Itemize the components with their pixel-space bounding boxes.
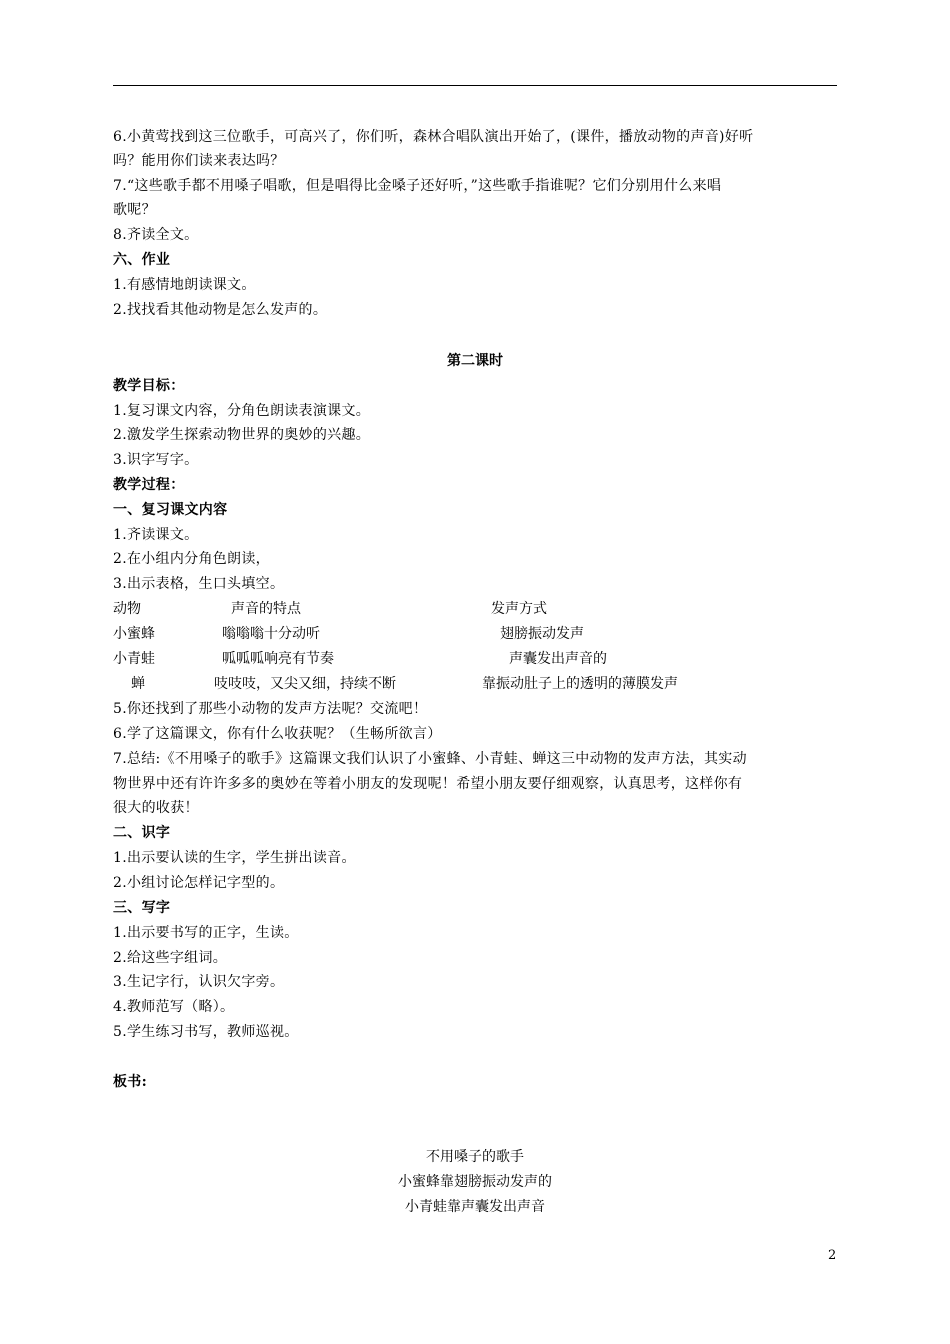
table-cell: 靠振动肚子上的透明的薄膜发声 — [482, 676, 678, 692]
homework-item: 2.找找看其他动物是怎么发声的。 — [113, 302, 328, 318]
goals-heading: 教学目标： — [113, 378, 185, 394]
process-item: 3.出示表格，生口头填空。 — [113, 576, 285, 592]
board-heading: 板书: — [113, 1074, 148, 1090]
header-rule — [113, 85, 837, 86]
table-cell: 声囊发出声音的 — [509, 651, 607, 667]
table-cell: 呱呱呱响亮有节奏 — [222, 651, 334, 667]
paragraph-line: 吗？能用你们读来表达吗？ — [113, 153, 285, 169]
board-line: 小青蛙靠声囊发出声音 — [405, 1199, 545, 1215]
table-header-animal: 动物 — [113, 601, 141, 617]
paragraph-line: 6.小黄莺找到这三位歌手，可高兴了，你们听，森林合唱队演出开始了，(课件，播放动物的声音)好听 — [113, 129, 754, 145]
homework-heading: 六、作业 — [113, 252, 171, 268]
process-heading: 教学过程： — [113, 477, 185, 493]
homework-item: 1.有感情地朗读课文。 — [113, 277, 256, 293]
table-cell: 蝉 — [131, 676, 145, 692]
paragraph-line: 5.你还找到了那些小动物的发声方法呢？交流吧！ — [113, 701, 428, 717]
literacy-item: 2.小组讨论怎样记字型的。 — [113, 875, 285, 891]
table-cell: 翅膀振动发声 — [500, 626, 584, 642]
table-cell: 嗡嗡嗡十分动听 — [222, 626, 320, 642]
paragraph-line: 7.“这些歌手都不用嗓子唱歌，但是唱得比金嗓子还好听，”这些歌手指谁呢？它们分别用什么来唱 — [113, 178, 722, 194]
paragraph-line: 7.总结:《不用嗓子的歌手》这篇课文我们认识了小蜜蜂、小青蛙、蝉这三中动物的发声方法，其实动 — [113, 751, 747, 767]
table-cell: 小青蛙 — [113, 651, 155, 667]
paragraph-line: 歌呢？ — [113, 202, 156, 218]
paragraph-line: 8.齐读全文。 — [113, 227, 199, 243]
table-cell: 小蜜蜂 — [113, 626, 155, 642]
paragraph-line: 物世界中还有许许多多的奥妙在等着小朋友的发现呢！希望小朋友要仔细观察，认真思考，这样你有 — [113, 776, 743, 792]
section-heading: 一、复习课文内容 — [113, 502, 228, 518]
writing-item: 2.给这些字组词。 — [113, 950, 228, 966]
paragraph-line: 很大的收获！ — [113, 800, 199, 816]
process-item: 1.齐读课文。 — [113, 527, 199, 543]
writing-item: 1.出示要书写的正字，生读。 — [113, 925, 299, 941]
page-number: 2 — [828, 1248, 837, 1263]
paragraph-line: 6.学了这篇课文，你有什么收获呢？（生畅所欲言） — [113, 726, 442, 742]
goal-item: 3.识字写字。 — [113, 452, 199, 468]
goal-item: 2.激发学生探索动物世界的奥妙的兴趣。 — [113, 427, 371, 443]
writing-item: 4.教师范写（略）。 — [113, 999, 235, 1015]
board-line: 小蜜蜂靠翅膀振动发声的 — [398, 1174, 552, 1190]
board-line: 不用嗓子的歌手 — [426, 1149, 524, 1165]
table-header-sound: 声音的特点 — [231, 601, 301, 617]
lesson-title: 第二课时 — [447, 353, 503, 369]
literacy-item: 1.出示要认读的生字，学生拼出读音。 — [113, 850, 356, 866]
writing-heading: 三、写字 — [113, 900, 171, 916]
table-cell: 吱吱吱，又尖又细，持续不断 — [214, 676, 396, 692]
table-header-method: 发声方式 — [491, 601, 547, 617]
literacy-heading: 二、识字 — [113, 825, 171, 841]
process-item: 2.在小组内分角色朗读， — [113, 551, 270, 567]
writing-item: 5.学生练习书写，教师巡视。 — [113, 1024, 299, 1040]
goal-item: 1.复习课文内容，分角色朗读表演课文。 — [113, 403, 371, 419]
writing-item: 3.生记字行，认识欠字旁。 — [113, 974, 285, 990]
